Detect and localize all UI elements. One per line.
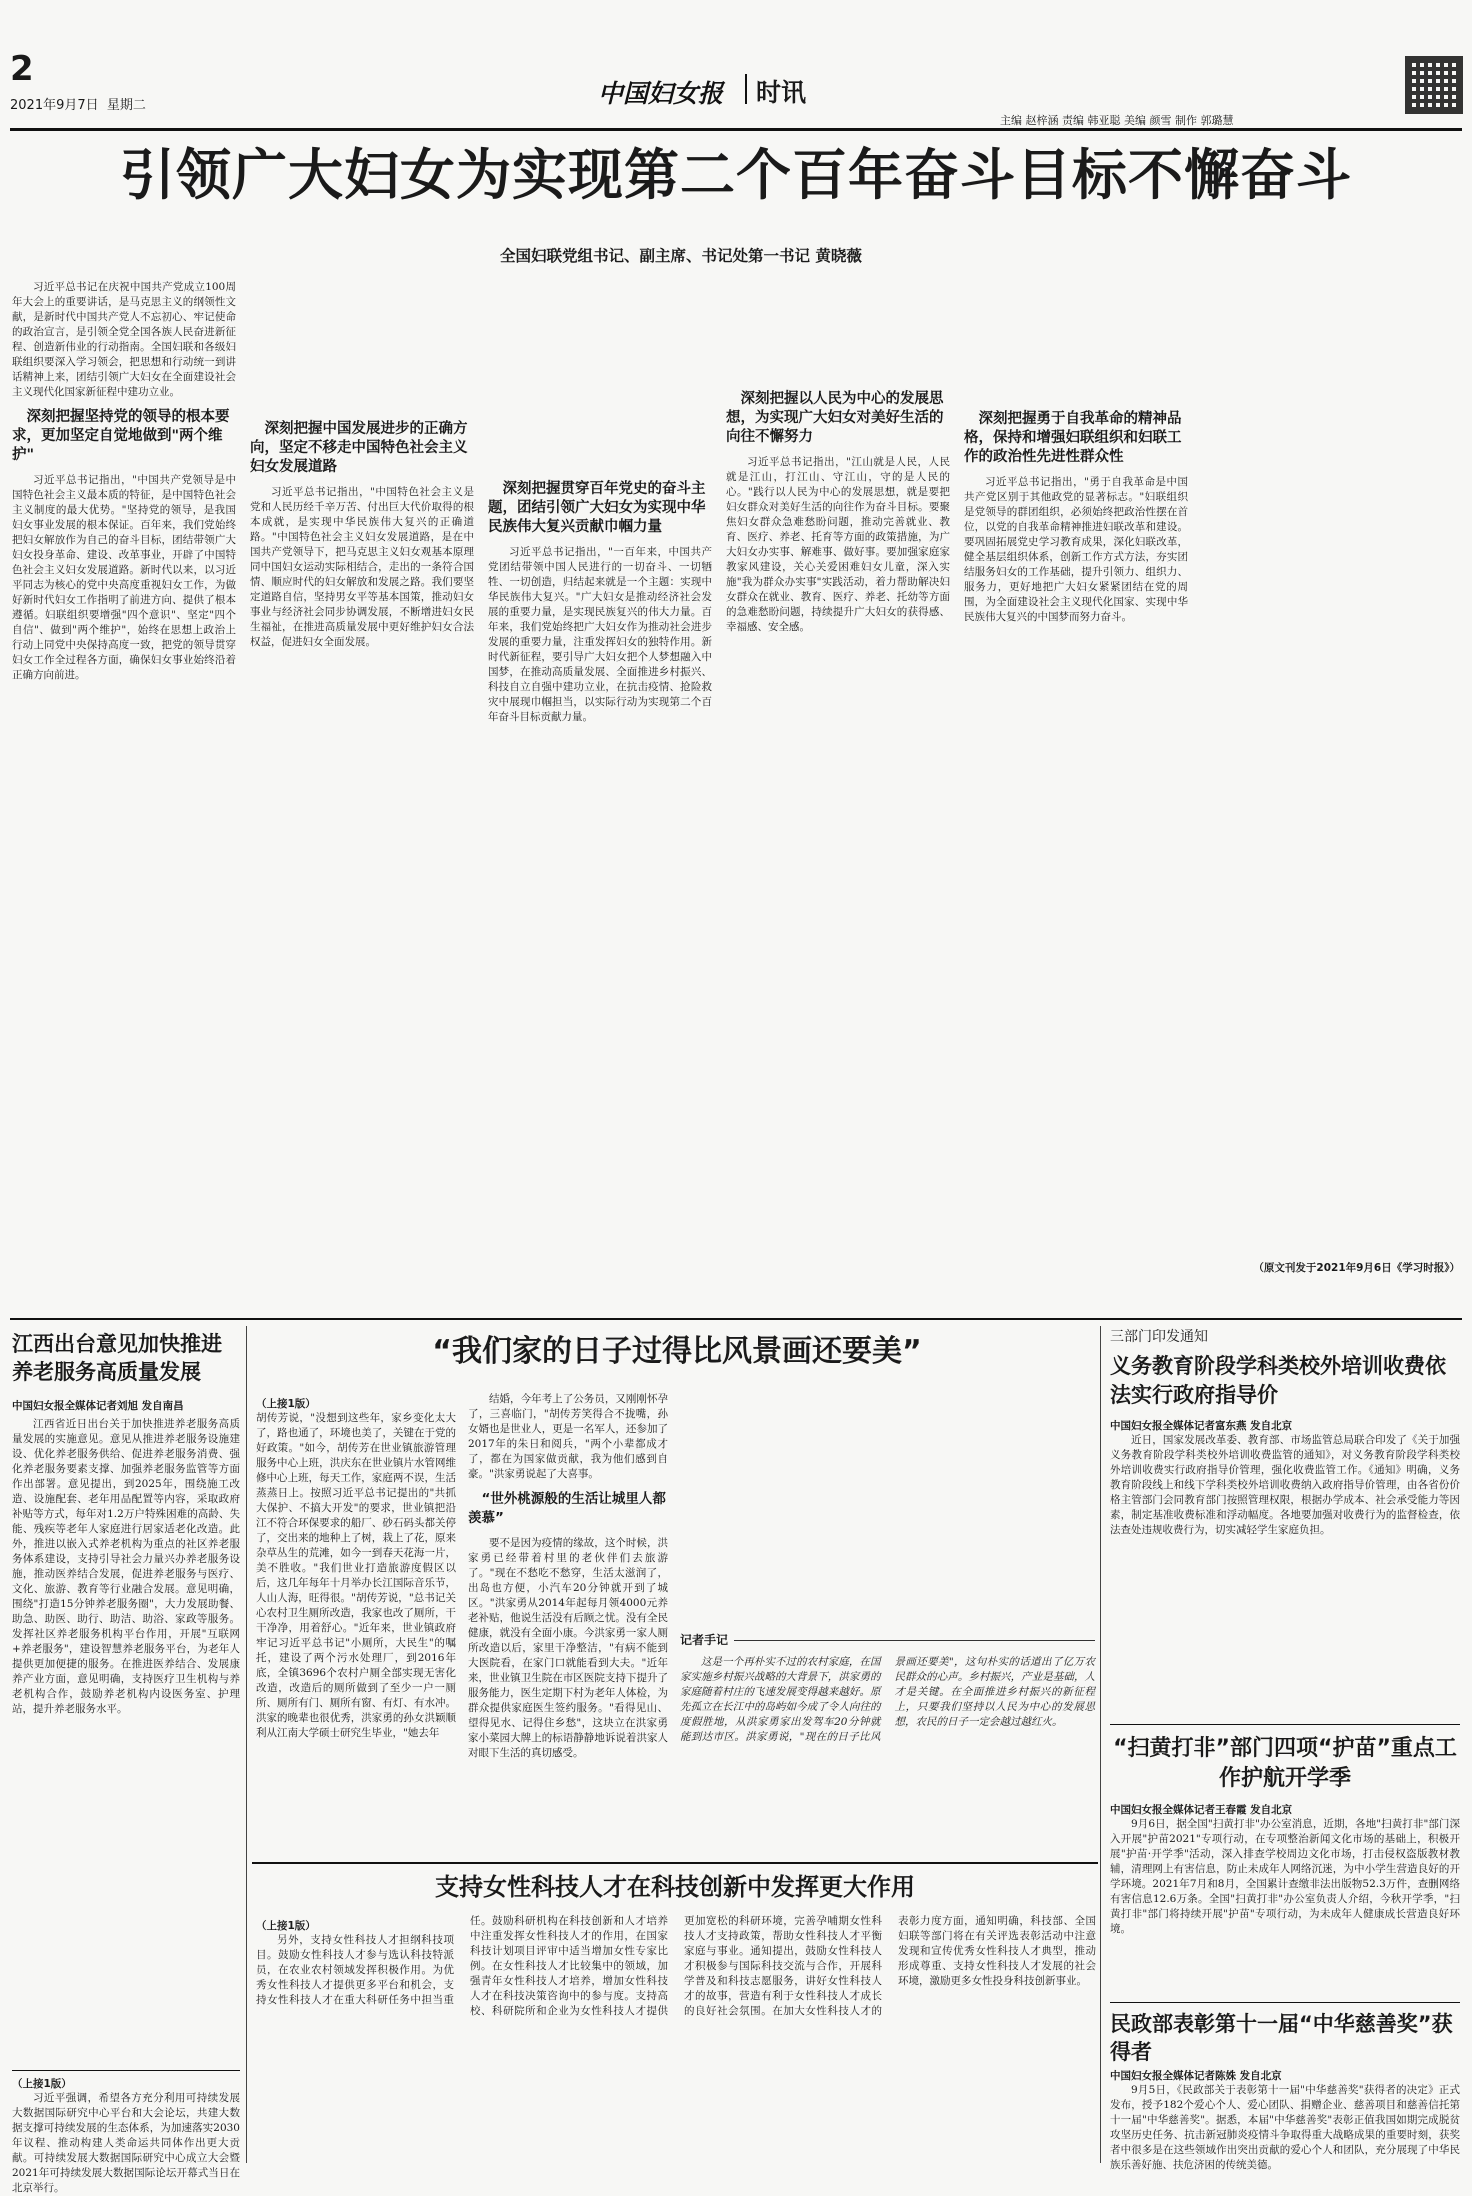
lead-section-4-title: 深刻把握以人民为中心的发展思想，为实现广大妇女对美好生活的向往不懈努力 [726, 391, 944, 445]
right-byline-2: 中国妇女报全媒体记者王春霞 发自北京 [1110, 1804, 1293, 1816]
reporter-notes-body: 这是一个再朴实不过的农村家庭，在国家实施乡村振兴战略的大背景下，洪家勇的家庭随着村庄的飞速发展变得越来越好。原先孤立在长江中的岛屿如今成了令人向往的度假胜地，从洪家勇家出发驾车20分钟就能到达市区。洪家勇说，"现在的日子比风景画还要美"，这句朴实的话道出了亿万农民群众的心声。乡村振兴，产业是基础，人才是关键。在全面推进乡村振兴的新征程上，只要我们坚持以人民为中心的发展思想，农民的日子一定会越过越红火。 [680, 1656, 1095, 1743]
lead-section-2-title: 深刻把握中国发展进步的正确方向，坚定不移走中国特色社会主义妇女发展道路 [250, 421, 468, 475]
lead-column-2 [250, 280, 474, 1310]
middle-subtitle: “世外桃源般的生活让城里人都羡慕” [468, 1491, 666, 1526]
bottom-article-body [256, 1914, 1096, 2160]
right-byline-3: 中国妇女报全媒体记者陈姝 发自北京 [1110, 2070, 1282, 2082]
bottom-headline: 支持女性科技人才在科技创新中发挥更大作用 [435, 1873, 915, 1901]
qr-code-icon [1405, 56, 1463, 114]
lead-section-5-body: 习近平总书记指出，"勇于自我革命是中国共产党区别于其他政党的显著标志。"妇联组织是党领导的群团组织，必须始终把政治性摆在首位，以党的自我革命精神推进妇联改革和建设。要巩固拓展党史学习教育成果，深化妇联改革，健全基层组织体系，创新工作方式方法，夯实团结服务妇女的工作基础，提升引领力、组织力、服务力，更好地把广大妇女紧紧团结在党的周围，为全面建设社会主义现代化国家、实现中华民族伟大复兴的中国梦而努力奋斗。 [964, 476, 1188, 623]
middle-column-2 [468, 1392, 668, 1857]
date: 2021年9月7日 [10, 98, 99, 113]
right-article-2 [1110, 1802, 1460, 2000]
bottom-body: 另外，支持女性科技人才担纲科技项目。鼓励女性科技人才参与选认科技特派员，在农业农村领域发挥积极作用。为优秀女性科技人才提供更多平台和机会，支持女性科技人才在重大科研任务中担当重任。鼓励科研机构在科技创新和人才培养中注重发挥女性科技人才的作用，在国家科技计划项目评审中适当增加女性专家比例。在女性科技人才比较集中的领域，加强青年女性科技人才培养，增加女性科技人才在科技决策咨询中的参与度。支持高校、科研院所和企业为女性科技人才提供更加宽松的科研环境，完善孕哺期女性科技人才支持政策，帮助女性科技人才平衡家庭与事业。通知提出，鼓励女性科技人才积极参与国际科技交流与合作，开展科学普及和科技志愿服务，讲好女性科技人才的故事，营造有利于女性科技人才成长的良好社会氛围。在加大女性科技人才的表彰力度方面，通知明确，科技部、全国妇联等部门将在有关评选表彰活动中注意发现和宣传优秀女性科技人才典型，推动形成尊重、支持女性科技人才发展的社会环境，激励更多女性投身科技创新事业。 [256, 1915, 1096, 2017]
left-continued [12, 2076, 240, 2194]
lead-section-2-body: 习近平总书记指出，"中国特色社会主义是党和人民历经千辛万苦、付出巨大代价取得的根本成就，是实现中华民族伟大复兴的正确道路。"中国特色社会主义妇女发展道路，是在中国共产党领导下，把马克思主义妇女观基本原理同中国妇女运动实际相结合，走出的一条符合国情、顺应时代的妇女解放和发展之路。我们要坚定道路自信，坚持男女平等基本国策，推动妇女事业与经济社会同步协调发展，不断增进妇女民生福祉，在推进高质量发展中更好维护妇女合法权益，促进妇女全面发展。 [250, 486, 474, 648]
right-body-3: 9月5日，《民政部关于表彰第十一届"中华慈善奖"获得者的决定》正式发布，授予182个爱心个人、爱心团队、捐赠企业、慈善项目和慈善信托第十一届"中华慈善奖"。据悉，本届"中华慈善奖"表彰正值我国如期完成脱贫攻坚历史任务、抗击新冠肺炎疫情斗争取得重大战略成果的重要时刻，获奖者中很多是在这些领域作出突出贡献的爱心个人和团队，充分展现了中华民族乐善好施、扶危济困的传统美德。 [1110, 2084, 1460, 2171]
masthead-rule [10, 128, 1462, 131]
middle-column-1 [256, 1392, 456, 1857]
right-rule-1 [1110, 1724, 1460, 1725]
middle-cont-label: （上接1版） [256, 1398, 316, 1410]
middle-body-2: 结婚，今年考上了公务员，又刚刚怀孕了，三喜临门，"胡传芳笑得合不拢嘴，孙女婿也是世业人，更是一名军人，还参加了2017年的朱日和阅兵，"两个小辈都成才了，都在为国家做贡献，我为他们感到自豪。"洪家勇说起了大喜事。 [468, 1393, 668, 1480]
right-body-1: 近日，国家发展改革委、教育部、市场监管总局联合印发了《关于加强义务教育阶段学科类校外培训收费监管的通知》，对义务教育阶段学科类校外培训收费实行政府指导价管理，强化收费监管工作。《通知》明确，义务教育阶段线上和线下学科类校外培训收费纳入政府指导价管理，由各省份价格主管部门会同教育部门按照管理权限，根据办学成本、社会承受能力等因素，制定基准收费标准和浮动幅度。各地要加强对收费行为的监督检查，依法查处违规收费行为，切实减轻学生家庭负担。 [1110, 1434, 1460, 1536]
paper-logo: 中国妇女报 [598, 79, 724, 108]
lead-headline: 引领广大妇女为实现第二个百年奋斗目标不懈奋斗 [119, 143, 1352, 207]
issue-date [10, 94, 146, 113]
lead-section-3-title: 深刻把握贯穿百年党史的奋斗主题，团结引领广大妇女为实现中华民族伟大复兴贡献巾帼力量 [488, 481, 706, 535]
right-byline-1: 中国妇女报全媒体记者富东燕 发自北京 [1110, 1420, 1293, 1432]
right-headline-3: 民政部表彰第十一届“中华慈善奖”获得者 [1110, 2012, 1453, 2064]
right-body-2: 9月6日，据全国"扫黄打非"办公室消息，近期，各地"扫黄打非"部门深入开展"护苗2021"专项行动，在专项整治新闻文化市场的基础上，积极开展"护苗·开学季"活动，深入排查学校周边文化市场，打击侵权盗版教材教辅，清理网上有害信息，防止未成年人网络沉迷，为中小学生营造良好的开学环境。2021年7月和8月，全国累计查缴非法出版物52.3万件，查删网络有害信息12.6万条。全国"扫黄打非"办公室负责人介绍，今秋开学季，"扫黄打非"部门将持续开展"护苗"专项行动，为未成年人健康成长营造良好环境。 [1110, 1818, 1460, 1935]
lead-section-4-body: 习近平总书记指出，"江山就是人民，人民就是江山，打江山、守江山，守的是人民的心。"践行以人民为中心的发展思想，就是要把妇女群众对美好生活的向往作为奋斗目标。要聚焦妇女群众急难愁盼问题，推动完善就业、教育、医疗、养老、托育等方面的政策措施，为广大妇女办实事、解难事、做好事。要加强家庭家教家风建设，关心关爱困难妇女儿童，深入实施"我为群众办实事"实践活动，着力帮助解决妇女群众在就业、教育、医疗、养老、托幼等方面的急难愁盼问题，持续提升广大妇女的获得感、幸福感、安全感。 [726, 456, 950, 633]
lead-column-3 [488, 280, 712, 1310]
lead-column-1 [12, 280, 236, 1310]
lead-column-6 [1202, 280, 1460, 1310]
weekday: 星期二 [106, 98, 146, 113]
logo-divider [745, 74, 747, 104]
left-cont-label: （上接1版） [12, 2078, 72, 2090]
left-cont-body: 习近平强调，希望各方充分利用可持续发展大数据国际研究中心平台和大会论坛，共建大数据支撑可持续发展的生态体系，为加速落实2030年议程、推动构建人类命运共同体作出更大贡献。可持续发展大数据国际研究中心成立大会暨2021年可持续发展大数据国际论坛开幕式当日在北京举行。 [12, 2092, 240, 2194]
left-article-body [12, 1398, 240, 2068]
right-article-1 [1110, 1418, 1460, 1718]
lead-section-1-body: 习近平总书记指出，"中国共产党领导是中国特色社会主义最本质的特征，是中国特色社会主义制度的最大优势。"坚持党的领导，是我国妇女事业发展的根本保证。百年来，我们党始终把妇女解放作为自己的奋斗目标，团结带领广大妇女投身革命、建设、改革事业，开辟了中国特色社会主义妇女发展道路。新时代以来，以习近平同志为核心的党中央高度重视妇女工作，为做好新时代妇女工作指明了前进方向、提供了根本遵循。妇联组织要增强"四个意识"、坚定"四个自信"、做到"两个维护"，始终在思想上政治上行动上同党中央保持高度一致，把党的领导贯穿妇女工作全过程各方面，确保妇女事业始终沿着正确方向前进。 [12, 474, 236, 681]
right-rule-2 [1110, 2002, 1460, 2003]
right-headline-1: 义务教育阶段学科类校外培训收费依法实行政府指导价 [1110, 1354, 1446, 1407]
staff-credits: 主编 赵梓涵 责编 韩亚聪 美编 颜雪 制作 郭璐慧 [1000, 114, 1234, 127]
bottom-cont-label: （上接1版） [256, 1920, 316, 1932]
lead-section-5-title: 深刻把握勇于自我革命的精神品格，保持和增强妇联组织和妇联工作的政治性先进性群众性 [964, 411, 1182, 465]
lead-intro: 习近平总书记在庆祝中国共产党成立100周年大会上的重要讲话，是马克思主义的纲领性文献，是新时代中国共产党人不忘初心、牢记使命的政治宣言，是引领全党全国各族人民奋进新征程、创造新伟业的行动指南。全国妇联和各级妇联组织要深入学习领会，把思想和行动统一到讲话精神上来，团结引领广大妇女在全面建设社会主义现代化国家新征程中建功立业。 [12, 281, 236, 398]
right-kicker: 三部门印发通知 [1110, 1329, 1208, 1345]
middle-right-rule [1100, 1326, 1101, 2163]
lead-column-4 [726, 280, 950, 1310]
middle-body-1: 胡传芳说，"没想到这些年，家乡变化太大了，路也通了，环境也美了，关键在于党的好政策。"如今，胡传芳在世业镇旅游管理服务中心上班，洪庆东在世业镇片水管网维修中心上班，每天工作，家庭两不误，生活蒸蒸日上。按照习近平总书记提出的"共抓大保护、不搞大开发"的要求，世业镇把沿江不符合环保要求的船厂、砂石码头都关停了，交出来的地种上了树，栽上了花，原来杂草丛生的荒滩，如今一到春天花海一片，美不胜收。"我们世业打造旅游度假区以后，这几年每年十月举办长江国际音乐节，人山人海，旺得很。"胡传芳说，"总书记关心农村卫生厕所改造，我家也改了厕所，干干净净，用着舒心。"近年来，世业镇政府牢记习近平总书记"小厕所，大民生"的嘱托，建设了两个污水处理厂，到2016年底，全镇3696个农村户厕全部实现无害化改造，改造后的厕所做到了至少一户一厕所、厕所有门、厕所有窗、有灯、有水冲。洪家的晚辈也很优秀，洪家勇的孙女洪颖顺利从江南大学硕士研究生毕业，"她去年 [256, 1412, 456, 1739]
left-separator [12, 2070, 240, 2071]
reporter-notes-box [680, 1633, 1095, 1856]
lead-section-1-title: 深刻把握坚持党的领导的根本要求，更加坚定自觉地做到"两个维护" [12, 409, 230, 463]
left-column-rule [246, 1326, 247, 2163]
middle-headline: “我们家的日子过得比风景画还要美” [432, 1334, 922, 1369]
middle-bottom-rule [252, 1862, 1098, 1864]
page-number: 2 [10, 49, 34, 89]
right-headline-2: “扫黄打非”部门四项“护苗”重点工作护航开学季 [1113, 1736, 1457, 1791]
left-body: 江西省近日出台关于加快推进养老服务高质量发展的实施意见。意见从推进养老服务设施建设、优化养老服务供给、促进养老服务消费、强化养老服务要素支撑、加强养老服务监管等方面作出部署。意见提出，到2025年，围绕施工改造、设施配套、老年用品配置等内容，采取政府补贴等方式，每年对1.2万户特殊困难的高龄、失能、残疾等老年人家庭进行居家适老化改造。此外，推进以嵌入式养老机构为重点的社区养老服务体系建设，支持引导社会力量兴办养老服务设施，推动医养结合发展，促进养老服务与医疗、文化、旅游、教育等行业融合发展。意见明确，围绕"打造15分钟养老服务圈"，大力发展助餐、助急、助医、助行、助洁、助浴、家政等服务。发挥社区养老服务机构平台作用，开展"互联网+养老服务"，建设智慧养老服务平台，为老年人提供更加便捷的服务。在推进医养结合、发展康养产业方面，意见明确，支持医疗卫生机构与养老机构合作，鼓励养老机构内设医务室、护理站，提升养老服务水平。 [12, 1418, 240, 1715]
left-headline: 江西出台意见加快推进养老服务高质量发展 [12, 1332, 222, 1384]
lead-author: 全国妇联党组书记、副主席、书记处第一书记 黄晓薇 [500, 246, 862, 265]
section-name: 时讯 [756, 78, 807, 107]
lead-bottom-rule [10, 1318, 1462, 1320]
lead-source: （原文刊发于2021年9月6日《学习时报》） [1253, 1262, 1460, 1274]
lead-column-5 [964, 280, 1188, 1310]
left-byline: 中国妇女报全媒体记者刘旭 发自南昌 [12, 1400, 184, 1412]
middle-body-3: 要不是因为疫情的缘故，这个时候，洪家勇已经带着村里的老伙伴们去旅游了。"现在不愁吃不愁穿，生活太滋润了，出岛也方便，小汽车20分钟就开到了城区。"洪家勇从2014年起每月领4000元养老补贴，他说生活没有后顾之忧。没有全民健康，就没有全面小康。今洪家勇一家人厕所改造以后，家里干净整洁，"有病不能到大医院看，在家门口就能看到大夫。"近年来，世业镇卫生院在市区医院支持下提升了服务能力，医生定期下村为老年人体检，为群众提供家庭医生签约服务。"看得见山、望得见水、记得住乡愁"，这块立在洪家勇家小菜园大牌上的标语静静地诉说着洪家人对眼下生活的真切感受。 [468, 1537, 668, 1759]
lead-section-3-body: 习近平总书记指出，"一百年来，中国共产党团结带领中国人民进行的一切奋斗、一切牺牲、一切创造，归结起来就是一个主题：实现中华民族伟大复兴。"广大妇女是推动经济社会发展的重要力量，是实现民族复兴的伟大力量。百年来，我们党始终把广大妇女作为推动社会进步发展的重要力量，注重发挥妇女的独特作用。新时代新征程，要引导广大妇女把个人梦想融入中国梦，在推动高质量发展、全面推进乡村振兴、科技自立自强中建功立业，在抗击疫情、抢险救灾中展现巾帼担当，以实际行动为实现第二个百年奋斗目标贡献力量。 [488, 546, 712, 723]
right-article-3 [1110, 2068, 1460, 2171]
middle-column-3 [680, 1392, 880, 1642]
reporter-notes-title: 记者手记 [680, 1631, 734, 1648]
